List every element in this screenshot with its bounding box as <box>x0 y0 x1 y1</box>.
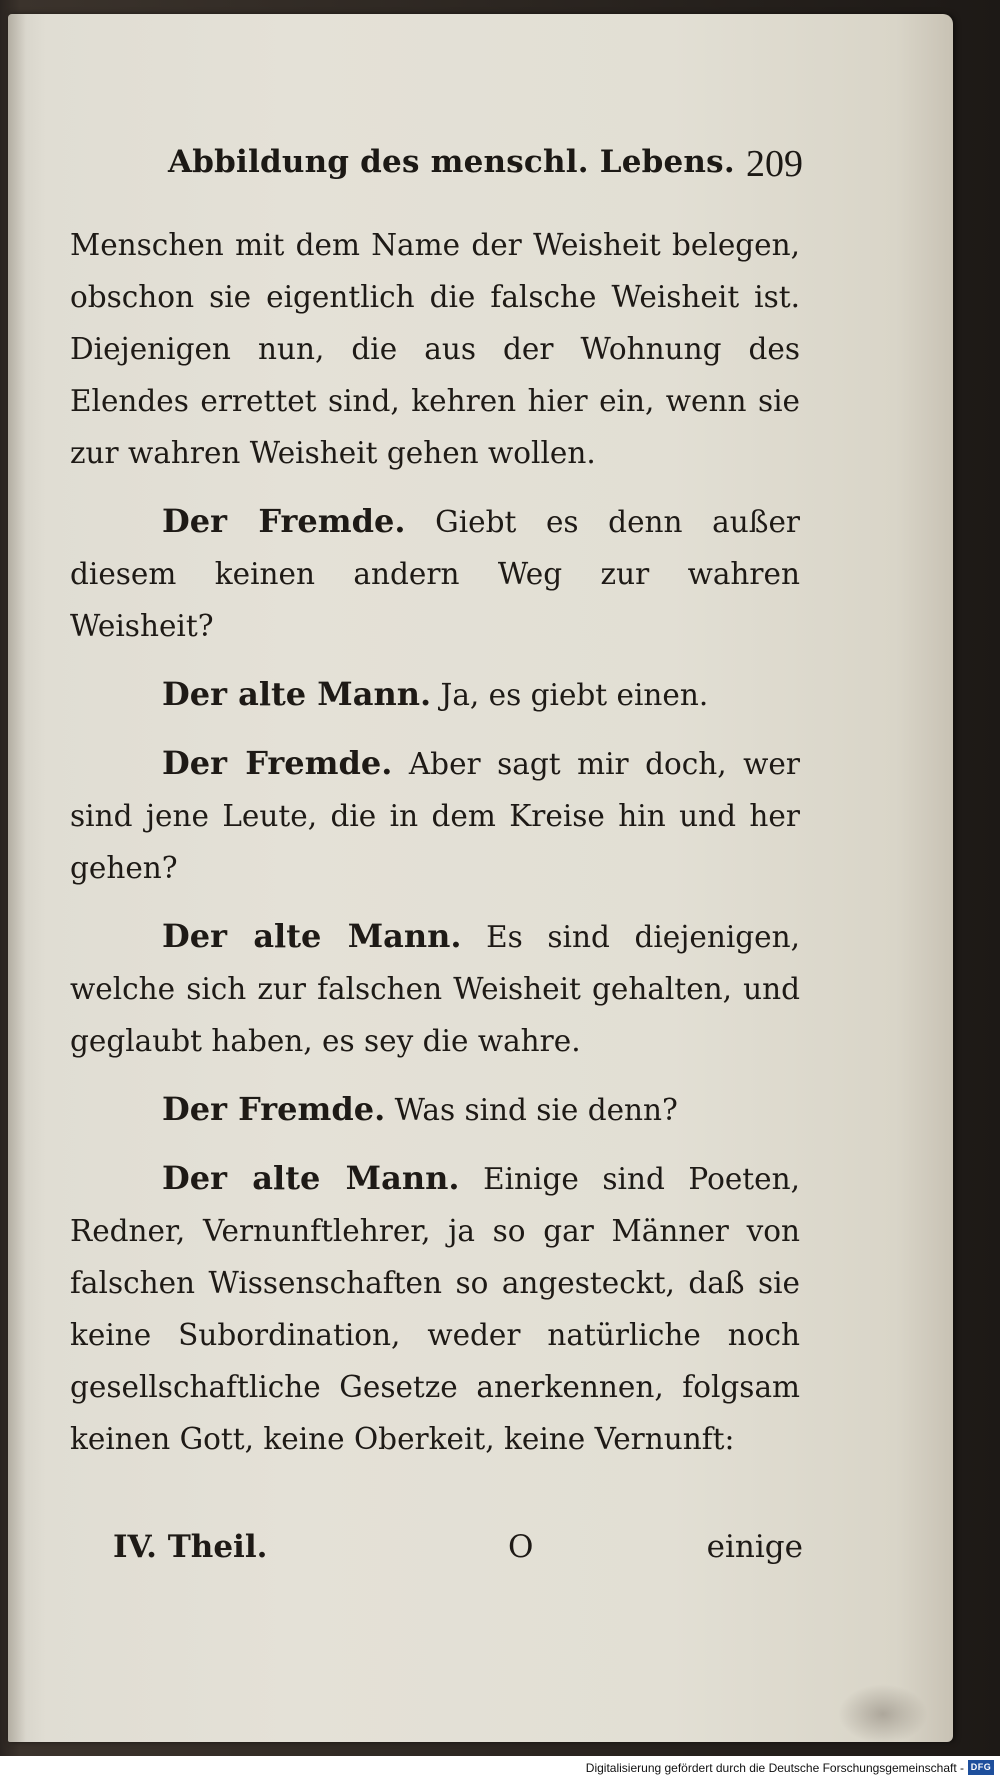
dfg-logo-icon: DFG <box>968 1760 994 1775</box>
paper-stain <box>838 1684 928 1742</box>
speaker-label: Der alte Mann. <box>162 675 432 713</box>
paragraph <box>70 219 800 479</box>
page-header <box>168 144 803 194</box>
speaker-label: Der Fremde. <box>162 502 406 540</box>
speaker-label: Der alte Mann. <box>162 1159 460 1197</box>
paragraph-text: Einige sind Poeten, Redner, Vernunftlehrer, ja so gar Männer von falschen Wissenschaften so angesteckt, daß sie keine Subordination, weder natürliche noch gesellschaftliche Gesetze anerkennen, folgsam keinen Gott, keine Oberkeit, keine Vernunft: <box>70 1162 800 1456</box>
paragraph-text: Was sind sie denn? <box>394 1093 678 1127</box>
dialogue-paragraph <box>70 1152 800 1465</box>
credit-bar <box>0 1756 1000 1781</box>
dialogue-paragraph <box>70 910 800 1067</box>
speaker-label: Der Fremde. <box>162 744 393 782</box>
body-text <box>70 219 800 1465</box>
paragraph-text: Giebt es denn außer diesem keinen andern Weg zur wahren Weisheit? <box>70 505 801 643</box>
dialogue-paragraph <box>70 668 800 721</box>
dialogue-paragraph <box>70 737 800 894</box>
book-page <box>8 14 953 1742</box>
dialogue-paragraph <box>70 495 800 652</box>
paragraph-text: Ja, es giebt einen. <box>440 678 709 712</box>
paragraph-text: Aber sagt mir doch, wer sind jene Leute, die in dem Kreise hin und her gehen? <box>70 747 800 885</box>
page-footer <box>113 1529 803 1579</box>
page-number: 209 <box>746 143 803 185</box>
speaker-label: Der Fremde. <box>162 1090 386 1128</box>
dialogue-paragraph <box>70 1083 800 1136</box>
volume-signature: IV. Theil. <box>113 1529 268 1565</box>
paragraph-text: Menschen mit dem Name der Weisheit belegen, obschon sie eigentlich die falsche Weisheit ist. Diejenigen nun, die aus der Wohnung des Elendes errettet sind, kehren hier ein, wenn sie zur wahren Weisheit gehen wollen. <box>70 228 800 470</box>
paragraph-text: Es sind diejenigen, welche sich zur falschen Weisheit gehalten, und geglaubt haben, es sey die wahre. <box>70 920 800 1058</box>
running-title: Abbildung des menschl. Lebens. <box>168 144 735 180</box>
speaker-label: Der alte Mann. <box>162 917 462 955</box>
credit-text: Digitalisierung gefördert durch die Deutsche Forschungsgemeinschaft - <box>585 1761 964 1775</box>
catchword: einige <box>706 1529 803 1565</box>
sheet-mark: O <box>508 1529 534 1565</box>
